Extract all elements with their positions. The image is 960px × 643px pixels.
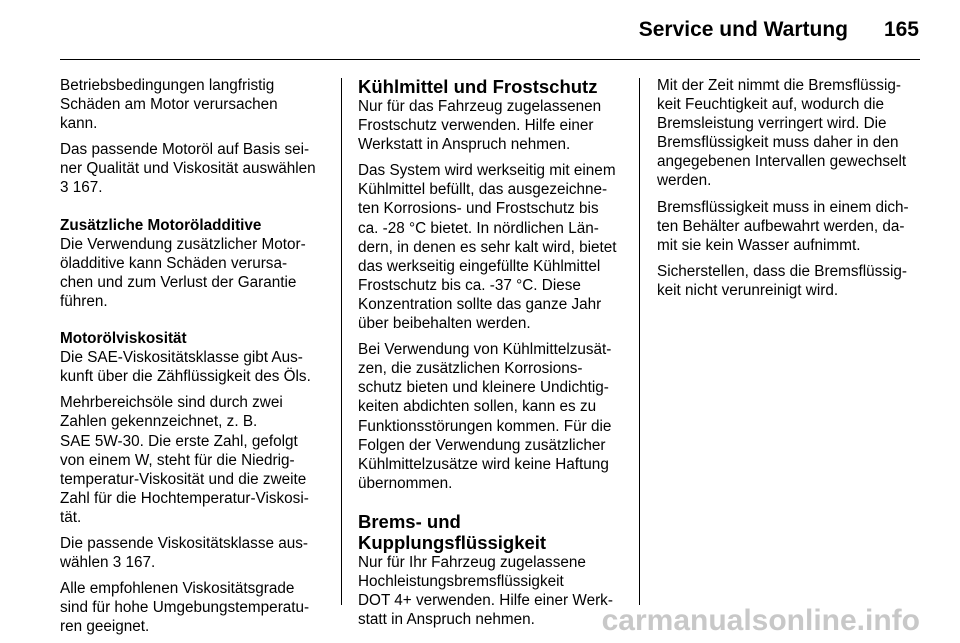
page-number: 165: [883, 18, 919, 41]
paragraph: [657, 262, 927, 300]
text-line: Folgen der Verwendung zusätzlicher: [358, 436, 606, 454]
text-line: Kühlmittel befüllt, das ausgezeichne-: [358, 181, 608, 199]
text-line: Motorölviskosität: [60, 330, 187, 348]
paragraph: [358, 97, 628, 154]
watermark: carmanualsonline.info: [601, 604, 920, 637]
text-line: ren geeignet.: [60, 618, 150, 636]
paragraph: [60, 235, 330, 311]
text-line: Betriebsbedingungen langfristig: [60, 77, 275, 94]
paragraph: [60, 393, 330, 527]
text-line: Frostschutz bis ca. -37 °C. Diese: [358, 276, 581, 294]
text-line: Mit der Zeit nimmt die Bremsflüssig-: [657, 77, 901, 94]
text-line: Nur für Ihr Fahrzeug zugelassene: [358, 553, 586, 571]
text-line: Die Verwendung zusätzlicher Motor-: [60, 235, 306, 253]
text-line: chen und zum Verlust der Garantie: [60, 273, 297, 291]
text-line: wählen 3 167.: [60, 554, 156, 572]
paragraph: [60, 76, 330, 133]
text-line: keiten abdichten sollen, kann es zu: [358, 398, 597, 416]
text-line: ner Qualität und Viskosität auswählen: [60, 160, 316, 178]
column-divider-1: [341, 78, 342, 605]
text-line: führen.: [60, 292, 108, 310]
text-line: Kupplungsflüssigkeit: [358, 531, 547, 553]
text-line: das werkseitig eingefüllte Kühlmittel: [358, 257, 601, 275]
text-line: Die SAE-Viskositätsklasse gibt Aus-: [60, 349, 303, 367]
text-line: ten Behälter aufbewahrt werden, da-: [657, 217, 905, 235]
text-line: über beibehalten werden.: [358, 315, 531, 333]
section-heading: [358, 76, 628, 97]
subheading: [60, 329, 330, 348]
text-line: keit nicht verunreinigt wird.: [657, 281, 839, 299]
text-line: temperatur-Viskosität und die zweite: [60, 470, 307, 488]
header-rule: [60, 59, 920, 60]
paragraph: [358, 553, 628, 629]
text-line: Kühlmittel und Frostschutz: [358, 76, 598, 97]
text-line: ca. -28 °C bietet. In nördlichen Län-: [358, 219, 599, 237]
text-line: Das passende Motoröl auf Basis sei-: [60, 141, 310, 159]
text-line: übernommen.: [358, 474, 453, 492]
text-line: kann.: [60, 115, 98, 133]
paragraph: [60, 579, 330, 636]
text-line: statt in Anspruch nehmen.: [358, 611, 535, 629]
paragraph: [657, 198, 927, 255]
text-line: sind für hohe Umgebungstemperatu-: [60, 599, 310, 617]
column-divider-2: [639, 78, 640, 605]
text-line: mit sie kein Wasser aufnimmt.: [657, 236, 861, 254]
text-line: Werkstatt in Anspruch nehmen.: [358, 136, 571, 154]
text-line: Bei Verwendung von Kühlmittelzusät-: [358, 341, 612, 359]
text-line: schutz bieten und kleinere Undichtig-: [358, 379, 609, 397]
text-line: Funktionsstörungen kommen. Für die: [358, 417, 612, 435]
text-line: Bremsflüssigkeit muss in einem dich-: [657, 198, 909, 216]
text-line: werden.: [657, 172, 712, 190]
paragraph: [60, 534, 330, 572]
text-line: Schäden am Motor verursachen: [60, 96, 278, 114]
text-line: Zahl für die Hochtemperatur-Viskosi-: [60, 489, 309, 507]
text-line: Brems- und: [358, 510, 461, 532]
text-line: kunft über die Zähflüssigkeit des Öls.: [60, 368, 311, 386]
text-column-1: [60, 76, 330, 643]
text-line: dern, in denen es sehr kalt wird, bietet: [358, 238, 617, 256]
paragraph: [358, 340, 628, 493]
paragraph: [60, 140, 330, 197]
text-line: tät.: [60, 508, 82, 526]
paragraph: [657, 76, 927, 191]
text-line: von einem W, steht für die Niedrig-: [60, 451, 295, 469]
paragraph: [60, 348, 330, 386]
text-line: SAE 5W-30. Die erste Zahl, gefolgt: [60, 432, 298, 450]
text-line: Bremsleistung verringert wird. Die: [657, 115, 887, 133]
text-line: Zahlen gekennzeichnet, z. B.: [60, 413, 258, 431]
text-line: Nur für das Fahrzeug zugelassenen: [358, 98, 602, 115]
text-line: Kühlmittelzusätze wird keine Haftung: [358, 455, 609, 473]
text-line: 3 167.: [60, 179, 103, 197]
text-line: Konzentration sollte das ganze Jahr: [358, 295, 602, 313]
text-column-3: [657, 76, 927, 307]
text-line: Bremsflüssigkeit muss daher in den: [657, 134, 899, 152]
paragraph: [358, 161, 628, 333]
section-heading: [358, 511, 628, 553]
text-line: ten Korrosions- und Frostschutz bis: [358, 200, 599, 218]
text-line: Die passende Viskositätsklasse aus-: [60, 534, 308, 552]
text-line: öladditive kann Schäden verursa-: [60, 254, 288, 272]
text-line: keit Feuchtigkeit auf, wodurch die: [657, 96, 885, 114]
text-line: DOT 4+ verwenden. Hilfe einer Werk-: [358, 592, 613, 610]
text-line: Sicherstellen, dass die Bremsflüssig-: [657, 262, 907, 280]
page-header-title: Service und Wartung: [638, 18, 848, 41]
text-line: Das System wird werkseitig mit einem: [358, 162, 616, 180]
text-line: Hochleistungsbremsflüssigkeit: [358, 572, 564, 590]
text-line: angegebenen Intervallen gewechselt: [657, 153, 907, 171]
subheading: [60, 216, 330, 235]
text-line: Alle empfohlenen Viskositätsgrade: [60, 580, 295, 598]
text-line: zen, die zusätzlichen Korrosions-: [358, 360, 583, 378]
text-line: Zusätzliche Motoröladditive: [60, 216, 262, 234]
text-line: Frostschutz verwenden. Hilfe einer: [358, 117, 594, 135]
text-column-2: [358, 76, 628, 636]
text-line: Mehrbereichsöle sind durch zwei: [60, 394, 283, 412]
